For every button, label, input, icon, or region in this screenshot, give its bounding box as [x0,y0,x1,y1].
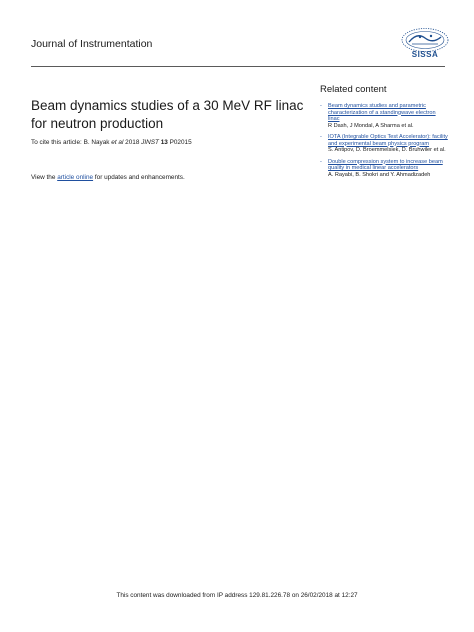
related-item [320,103,448,129]
journal-title: Journal of Instrumentation [31,38,153,50]
cite-etal: et al [111,139,124,146]
list-dash: - [320,103,322,109]
related-authors: R Dash, J Mondal, A Sharma et al. [328,122,414,129]
cite-year: 2018 [125,139,140,146]
paper-title: Beam dynamics studies of a 30 MeV RF linac for neutron production [31,98,304,131]
list-dash: - [320,134,322,140]
related-link[interactable]: Double compression system to increase beam quality in medical linear accelerators [328,158,443,171]
cite-page: P02015 [169,139,192,146]
cite-journal: JINST [141,139,159,146]
cite-prefix: To cite this article: B. Nayak [31,139,110,146]
related-link[interactable]: Beam dynamics studies and parametric characterization of a standingwave electron linac [328,103,436,122]
related-item [320,134,448,154]
related-link[interactable]: IOTA (Integrable Optics Test Accelerator): facility and experimental beam physics program [328,134,448,147]
view-suffix: for updates and enhancements. [94,174,185,181]
article-online-link[interactable]: article online [57,174,94,181]
related-authors: S. Antipov, D. Broemmelsiek, D. Bruhwiler et al. [328,147,446,153]
related-heading: Related content [320,84,387,95]
cite-volume: 13 [160,139,168,146]
view-prefix: View the [31,174,56,181]
related-item [320,159,448,179]
header-divider [31,66,445,67]
list-dash: - [320,158,322,165]
logo-text: SISSA [411,50,439,59]
download-footer: This content was downloaded from IP address 129.81.226.78 on 26/02/2018 at 12:27 [116,592,358,599]
citation [31,139,192,146]
view-online-line [31,174,185,181]
related-content [320,84,448,183]
related-authors: A. Rayabi, B. Shokri and Y. Ahmadizadeh [328,171,431,178]
sissa-logo [400,27,450,59]
